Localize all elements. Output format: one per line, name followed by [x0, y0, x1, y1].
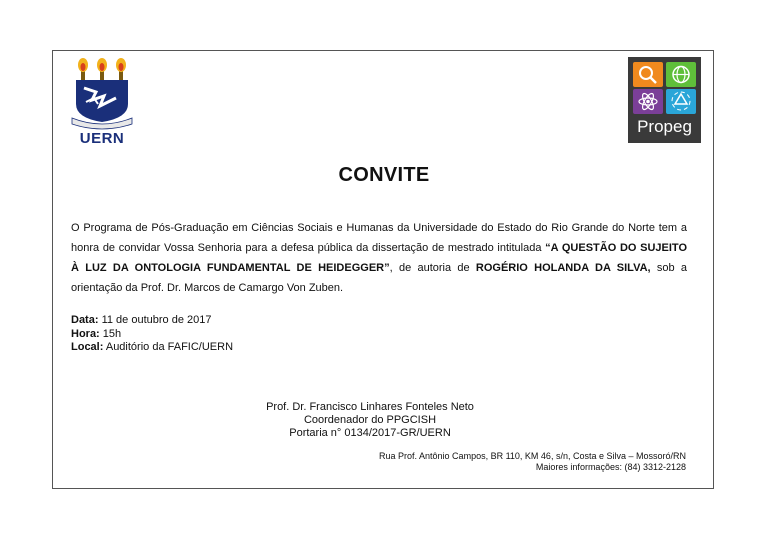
author-prefix: , de autoria de — [389, 262, 476, 274]
author-name: ROGÉRIO HOLANDA DA SILVA, — [475, 262, 651, 274]
footer-info: Maiores informações: (84) 3312-2128 — [535, 462, 686, 472]
place-value: Auditório da FAFIC/UERN — [103, 341, 234, 353]
propeg-logo — [628, 57, 701, 143]
recycle-icon — [666, 89, 696, 114]
signature-block — [240, 401, 500, 440]
date-line — [71, 314, 233, 328]
uern-logo — [70, 58, 134, 148]
signatory-name: Prof. Dr. Francisco Linhares Fonteles Neto — [266, 401, 474, 413]
date-value: 11 de outubro de 2017 — [98, 314, 212, 326]
signatory-portaria: Portaria n° 0134/2017-GR/UERN — [289, 427, 451, 439]
page-title: CONVITE — [338, 164, 430, 186]
dissertation-title: “A QUESTÃO DO SUJEITO À LUZ DA ONTOLOGIA FUNDAMENTAL DE HEIDEGGER” — [71, 242, 688, 274]
propeg-logo-text: Propeg — [637, 117, 692, 136]
event-details — [71, 314, 233, 355]
uern-logo-text: UERN — [79, 130, 125, 147]
globe-icon — [666, 62, 696, 87]
signatory-role: Coordenador do PPGCISH — [303, 414, 437, 426]
uern-shield-icon — [70, 58, 134, 130]
time-label: Hora: — [71, 327, 100, 340]
invitation-body — [71, 218, 687, 298]
footer — [379, 451, 686, 473]
intro-text: O Programa de Pós-Graduação em Ciências Sociais e Humanas da Universidade do Estado do Rio Grande do Norte tem a honra de convidar Vossa Senhoria para a defesa pública da dissertação de mestrado intitulada — [71, 222, 687, 254]
place-line — [71, 341, 233, 355]
footer-address: Rua Prof. Antônio Campos, BR 110, KM 46, s/n, Costa e Silva – Mossoró/RN — [379, 451, 686, 461]
search-icon — [633, 62, 663, 87]
time-value: 15h — [99, 327, 122, 340]
atom-icon — [633, 89, 663, 114]
advisor-text: sob a orientação da Prof. Dr. Marcos de Camargo Von Zuben. — [71, 262, 688, 294]
time-line — [71, 328, 233, 342]
place-label: Local: — [71, 341, 104, 353]
date-label: Data: — [71, 314, 99, 326]
